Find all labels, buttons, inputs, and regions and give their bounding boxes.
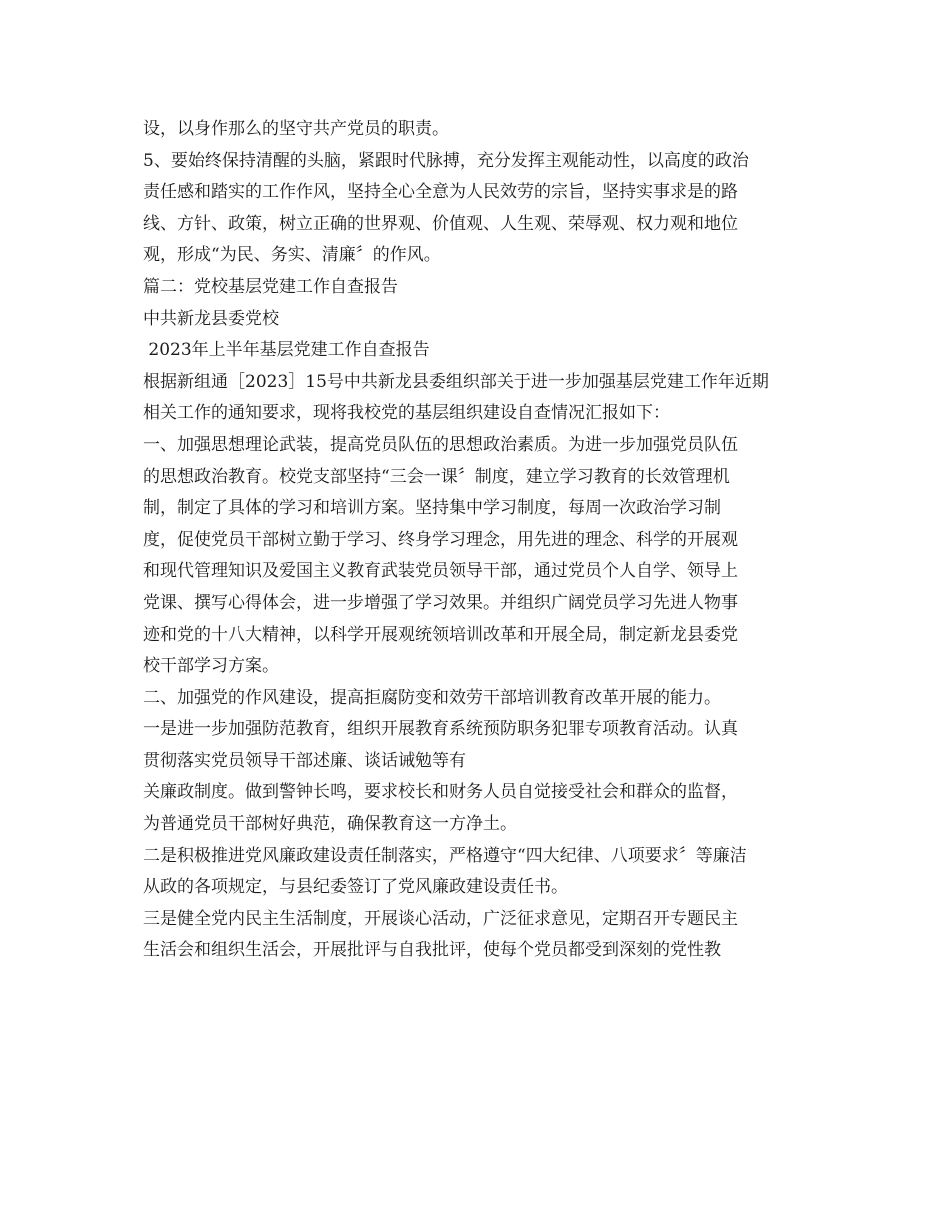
text-line: 为普通党员干部树好典范，确保教育这一方净土。 — [143, 814, 517, 835]
text-line: 三是健全党内民主生活制度，开展谈心活动，广泛征求意见，定期召开专题民主 — [143, 908, 738, 929]
text-line: 迹和党的十八大精神，以科学开展观统领培训改革和开展全局，制定新龙县委党 — [143, 624, 738, 645]
text-line: 和现代管理知识及爱国主义教育武装党员领导干部，通过党员个人自学、领导上 — [143, 561, 738, 582]
text-line: 度，促使党员干部树立勤于学习、终身学习理念，用先进的理念、科学的开展观 — [143, 529, 738, 550]
text-line: 生活会和组织生活会，开展批评与自我批评，使每个党员都受到深刻的党性教 — [143, 940, 721, 961]
text-line: 关廉政制度。做到警钟长鸣，要求校长和财务人员自觉接受社会和群众的监督， — [143, 782, 738, 803]
text-line: 从政的各项规定，与县纪委签订了党风廉政建设责任书。 — [143, 877, 568, 898]
organization-name: 中共新龙县委党校 — [143, 308, 279, 329]
text-line: 二、加强党的作风建设，提高拒腐防变和效劳干部培训教育改革开展的能力。 — [143, 687, 721, 708]
text-line: 一是进一步加强防范教育，组织开展教育系统预防职务犯罪专项教育活动。认真 — [143, 719, 738, 740]
text-line: 的思想政治教育。校党支部坚持“三会一课〞制度，建立学习教育的长效管理机 — [143, 466, 730, 487]
text-line: 观，形成“为民、务实、清廉〞的作风。 — [143, 245, 441, 266]
section-heading: 篇二：党校基层党建工作自查报告 — [143, 276, 398, 297]
text-line: 线、方针、政策，树立正确的世界观、价值观、人生观、荣辱观、权力观和地位 — [143, 213, 738, 234]
text-line: 制，制定了具体的学习和培训方案。坚持集中学习制度，每周一次政治学习制 — [143, 498, 721, 519]
text-line: 5、要始终保持清醒的头脑，紧跟时代脉搏，充分发挥主观能动性，以高度的政治 — [143, 150, 749, 171]
text-line: 校干部学习方案。 — [143, 656, 279, 677]
text-line: 贯彻落实党员领导干部述廉、谈话诫勉等有 — [143, 750, 466, 771]
report-title: 2023年上半年基层党建工作自查报告 — [143, 340, 430, 361]
text-line: 设，以身作那么的坚守共产党员的职责。 — [143, 119, 449, 139]
document-body — [143, 114, 811, 967]
text-line: 一、加强思想理论武装，提高党员队伍的思想政治素质。为进一步加强党员队伍 — [143, 434, 738, 455]
text-line: 责任感和踏实的工作作风，坚持全心全意为人民效劳的宗旨，坚持实事求是的路 — [143, 182, 738, 203]
text-line: 根据新组通［2023］15号中共新龙县委组织部关于进一步加强基层党建工作年近期 — [143, 371, 769, 392]
text-line: 二是积极推进党风廉政建设责任制落实，严格遵守“四大纪律、八项要求〞等廉洁 — [143, 845, 747, 866]
text-line: 党课、撰写心得体会，进一步增强了学习效果。并组织广阔党员学习先进人物事 — [143, 592, 738, 613]
text-line: 相关工作的通知要求，现将我校党的基层组织建设自查情况汇报如下： — [143, 403, 670, 424]
